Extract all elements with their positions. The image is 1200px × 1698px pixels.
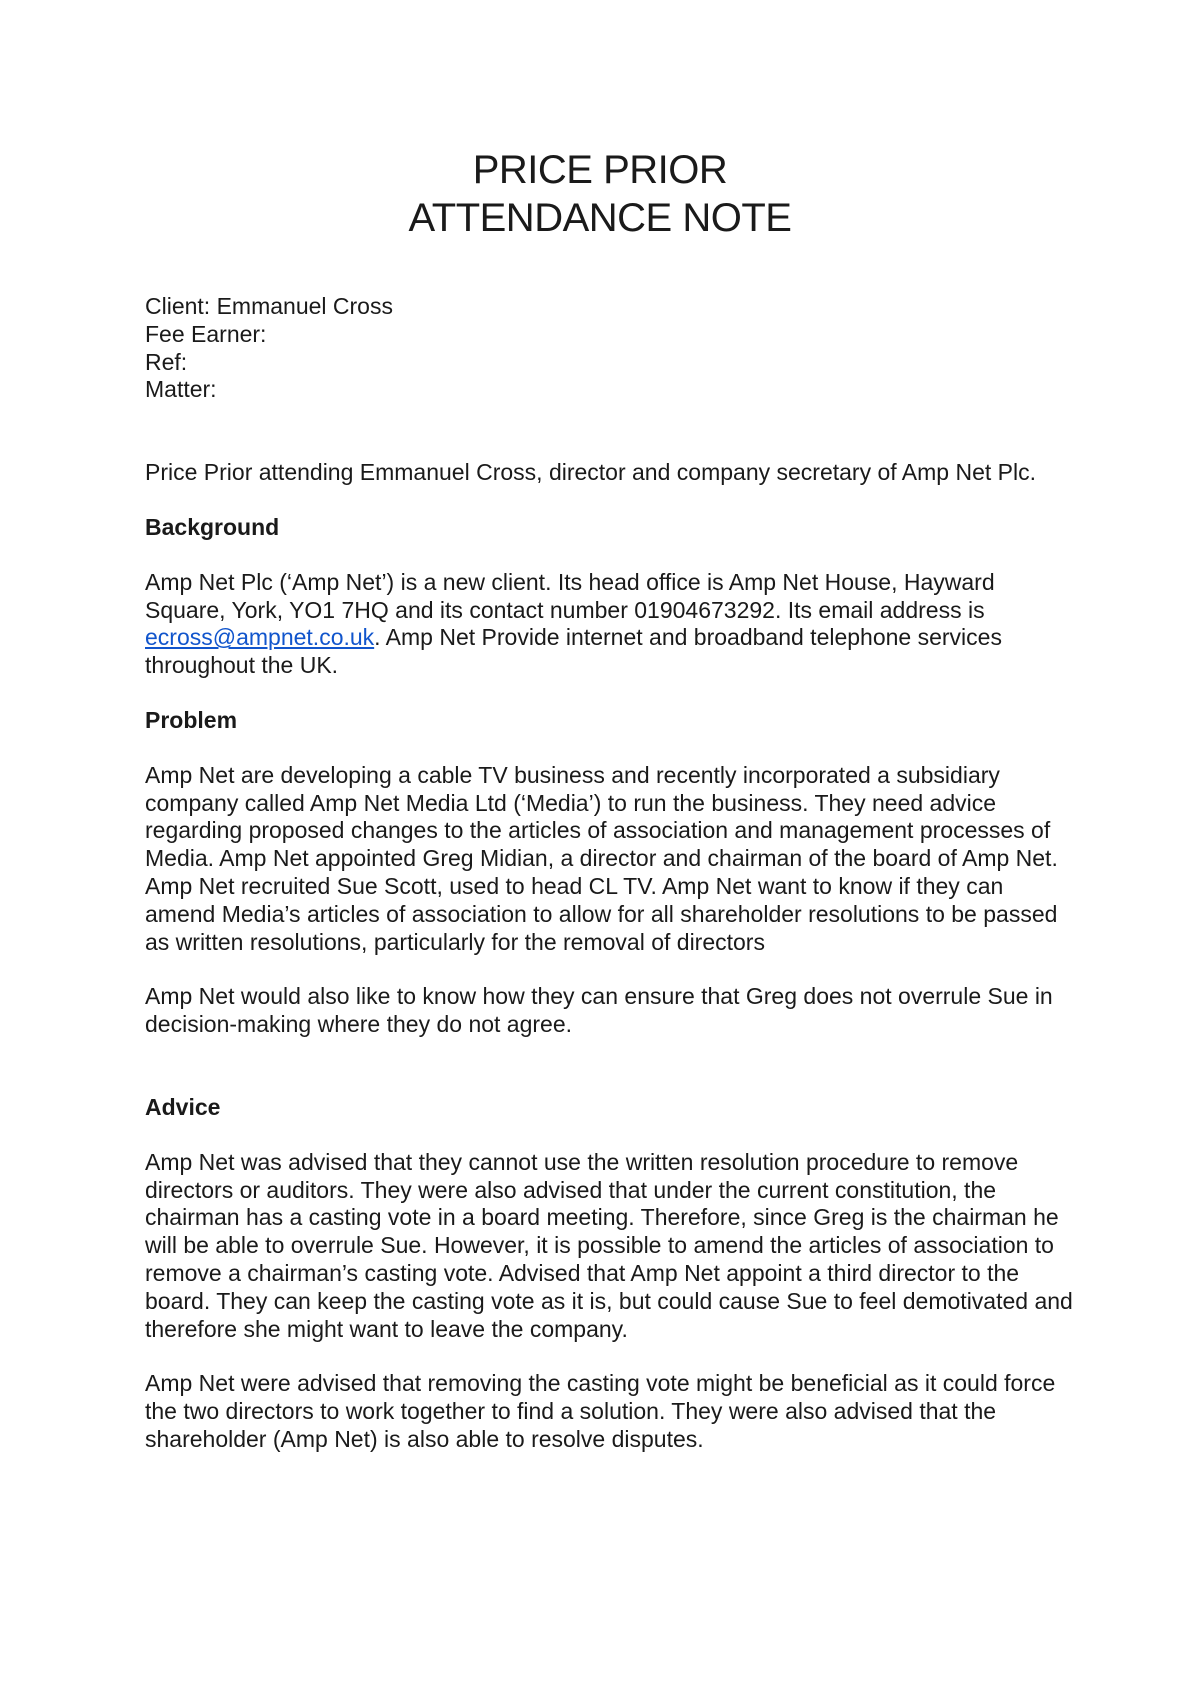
background-paragraph (145, 569, 1075, 680)
document-body (145, 293, 1075, 1454)
problem-heading: Problem (145, 706, 238, 733)
title-line-firm: PRICE PRIOR (472, 148, 728, 192)
meta-client: Client: Emmanuel Cross (145, 293, 393, 319)
problem-paragraph-1: Amp Net are developing a cable TV business and recently incorporated a subsidiary company called Amp Net Media Ltd (‘Media’) to run the business. They need advice regarding proposed changes to the articles of association and management processes of Media. Amp Net appointed Greg Midian, a director and chairman of the board of Amp Net. Amp Net recruited Sue Scott, used to head CL TV. Amp Net want to know if they can amend Media’s articles of association to allow for all shareholder resolutions to be passed as written resolutions, particularly for the removal of directors (145, 761, 1058, 955)
advice-heading: Advice (145, 1093, 221, 1120)
background-text-end: . Amp Net Provide internet and broadband telephone services throughout the UK. (145, 624, 1002, 679)
problem-paragraph-2: Amp Net would also like to know how they can ensure that Greg does not overrule Sue in decision-making where they do not agree. (145, 983, 1053, 1038)
intro-paragraph: Price Prior attending Emmanuel Cross, director and company secretary of Amp Net Plc. (145, 459, 1036, 486)
background-text-start: Amp Net Plc (‘Amp Net’) is a new client. Its head office is Amp Net House, Hayward Square, York, YO1 7HQ and its contact number 01904673292. Its email address is (145, 568, 995, 623)
title-line-note: ATTENDANCE NOTE (408, 196, 792, 240)
meta-block (145, 293, 1075, 404)
document-title (0, 146, 1200, 242)
email-link[interactable]: ecross@ampnet.co.uk (145, 624, 375, 651)
meta-ref: Ref: (145, 348, 188, 375)
background-heading: Background (145, 513, 280, 540)
advice-paragraph-1: Amp Net was advised that they cannot use the written resolution procedure to remove directors or auditors. They were also advised that under the current constitution, the chairman has a casting vote in a board meeting. Therefore, since Greg is the chairman he will be able to overrule Sue. However, it is possible to amend the articles of association to remove a chairman’s casting vote. Advised that Amp Net appoint a third director to the board. They can keep the casting vote as it is, but could cause Sue to feel demotivated and therefore she might want to leave the company. (145, 1148, 1073, 1342)
advice-paragraph-2: Amp Net were advised that removing the casting vote might be beneficial as it could force the two directors to work together to find a solution. They were also advised that the shareholder (Amp Net) is also able to resolve disputes. (145, 1370, 1056, 1452)
meta-matter: Matter: (145, 376, 217, 403)
meta-fee-earner: Fee Earner: (145, 320, 267, 347)
